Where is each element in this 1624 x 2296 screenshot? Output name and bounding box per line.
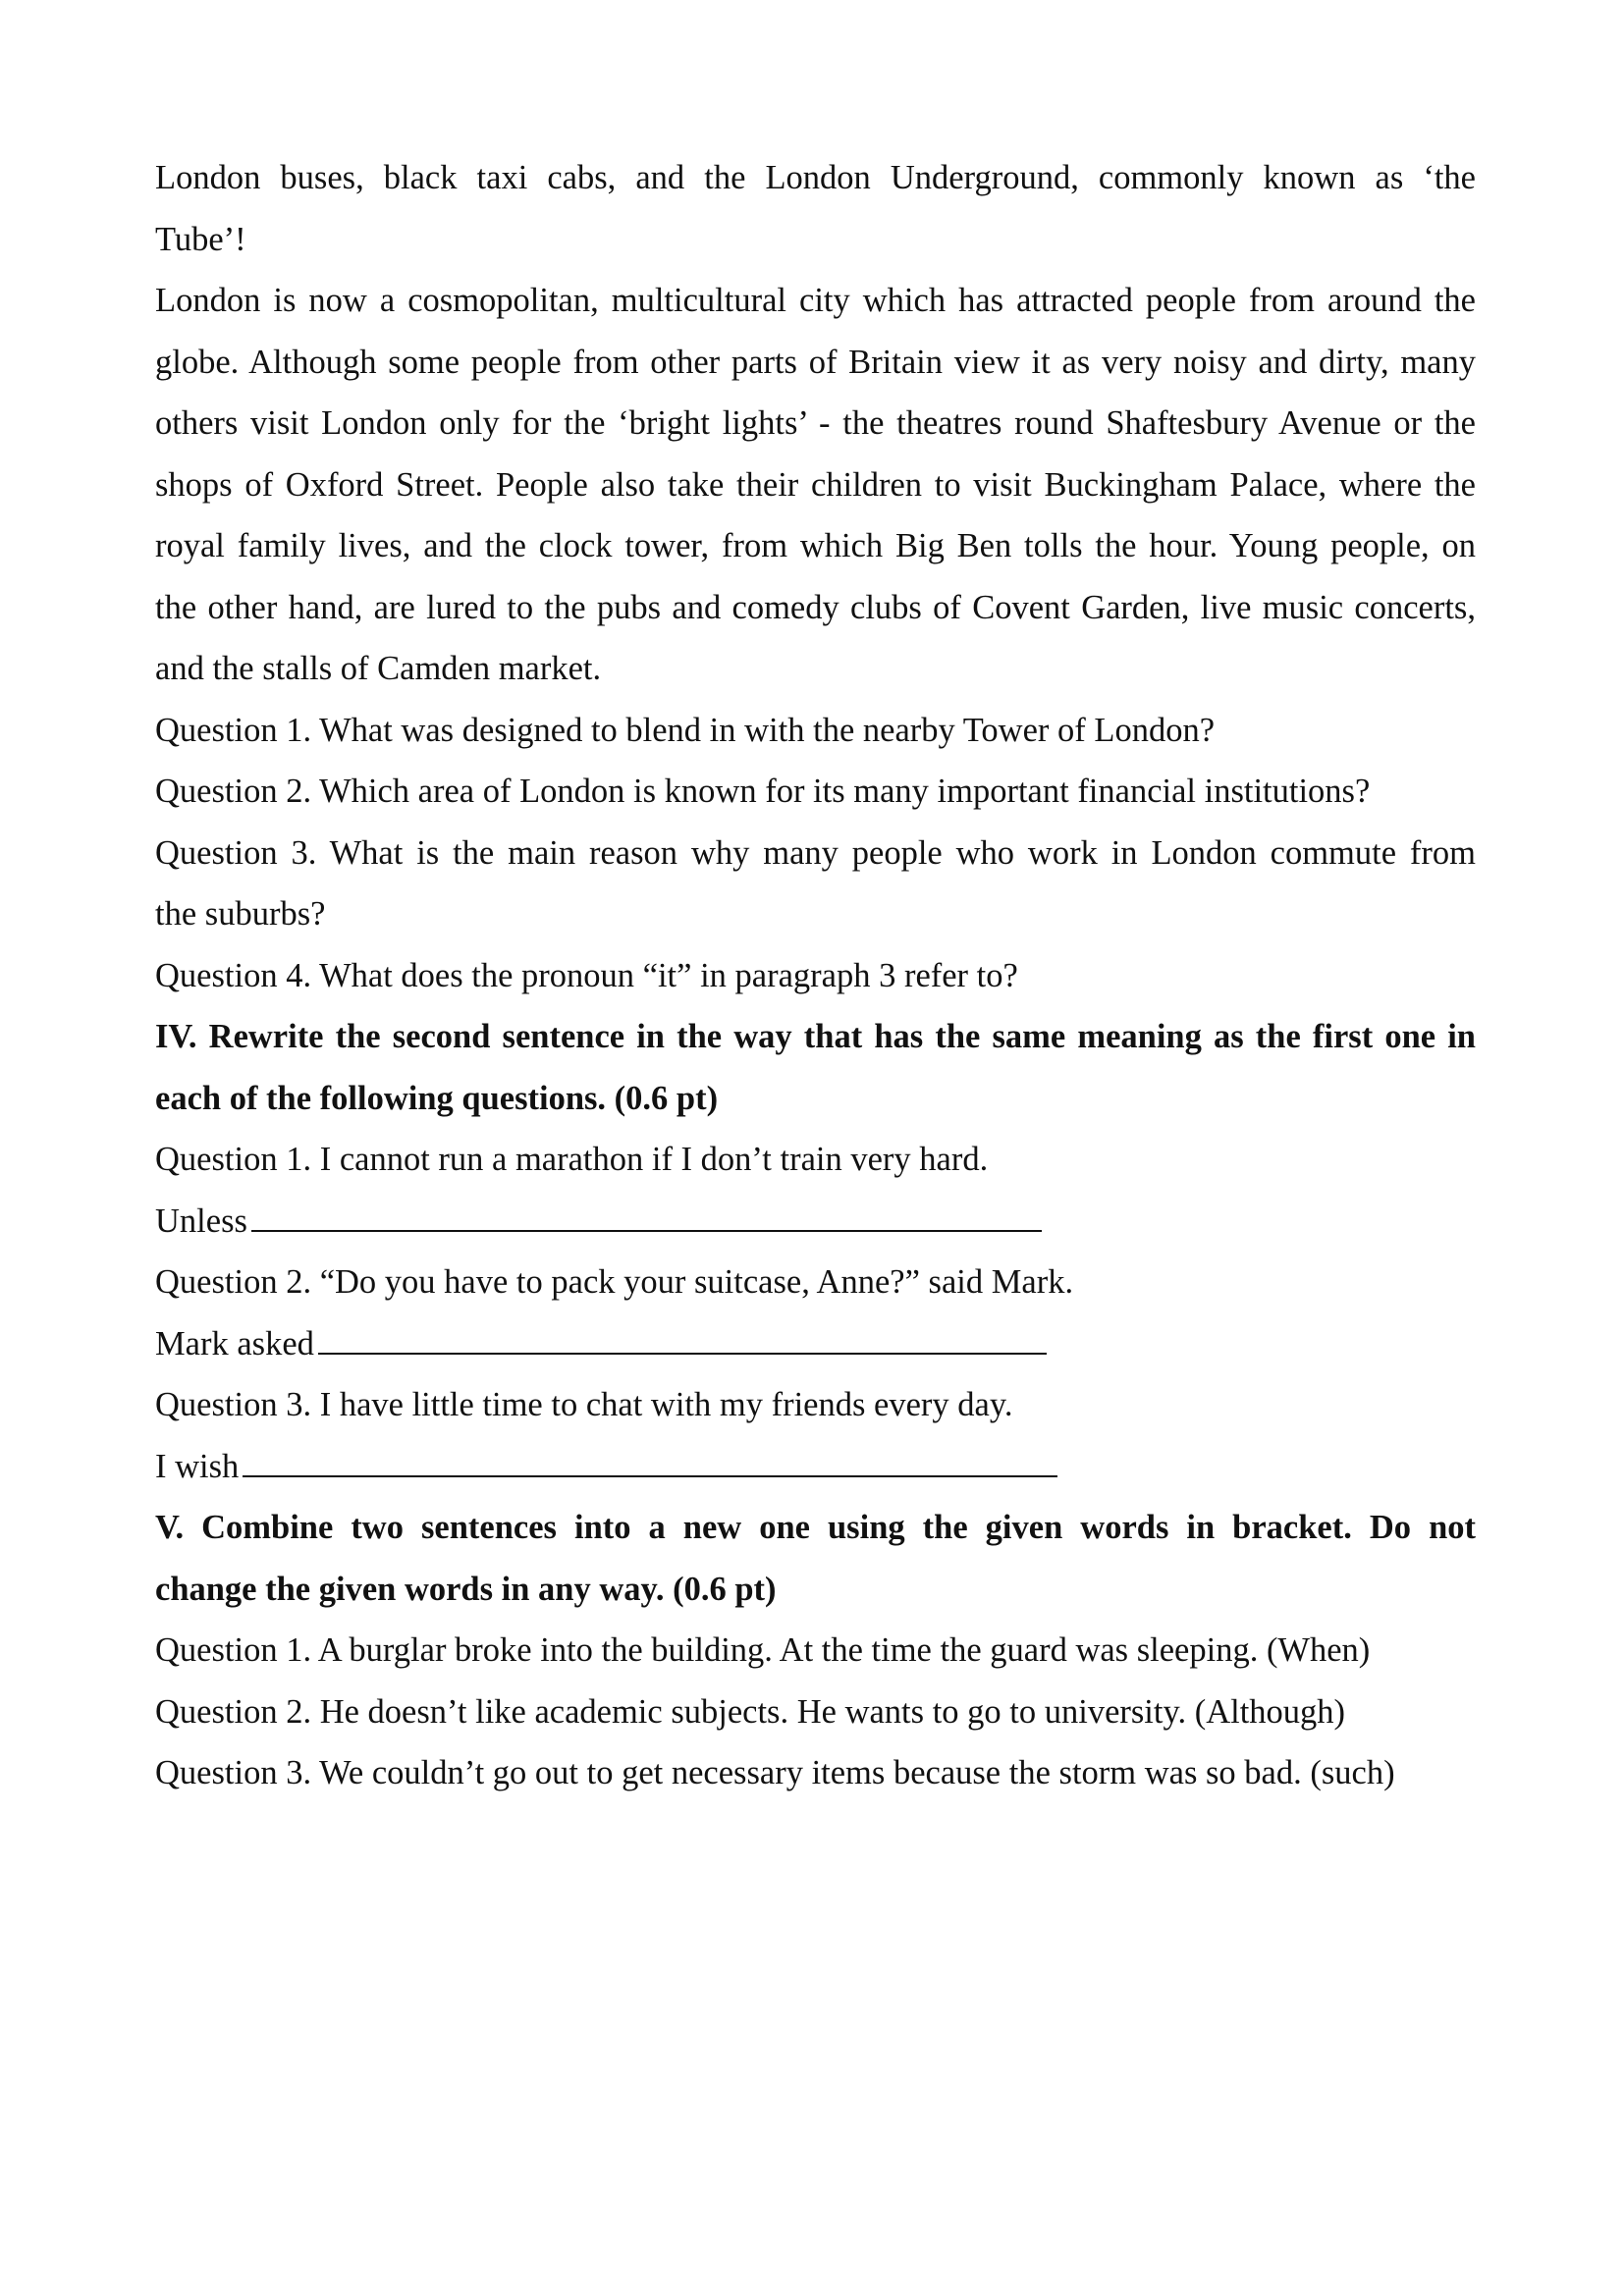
- passage-line: London buses, black taxi cabs, and the London Underground, commonly known as ‘the: [155, 159, 1476, 196]
- reading-question-2: Question 2. Which area of London is known for its many important financial institutions?: [155, 773, 1371, 810]
- passage-line: royal family lives, and the clock tower, from which Big Ben tolls the hour. Young people, on: [155, 527, 1476, 564]
- answer-blank[interactable]: [251, 1199, 1042, 1232]
- passage-line: London is now a cosmopolitan, multicultural city which has attracted people from around the: [155, 282, 1476, 319]
- combine-question-3: Question 3. We couldn’t go out to get necessary items because the storm was so bad. (such): [155, 1754, 1395, 1791]
- passage-line: Tube’!: [155, 220, 246, 258]
- reading-question-3: Question 3. What is the main reason why many people who work in London commute from: [155, 833, 1476, 872]
- passage-line: others visit London only for the ‘bright lights’ - the theatres round Shaftesbury Avenue or the: [155, 404, 1476, 442]
- section-v-heading: V. Combine two sentences into a new one using the given words in bracket. Do not: [155, 1509, 1476, 1546]
- answer-prompt: Unless: [155, 1201, 247, 1240]
- section-v-heading-cont: change the given words in any way. (0.6 pt): [155, 1570, 777, 1608]
- answer-prompt: I wish: [155, 1447, 240, 1485]
- answer-prompt: Mark asked: [155, 1324, 314, 1362]
- answer-blank[interactable]: [243, 1444, 1057, 1477]
- combine-question-1: Question 1. A burglar broke into the building. At the time the guard was sleeping. (When): [155, 1631, 1371, 1669]
- passage-line: globe. Although some people from other parts of Britain view it as very noisy and dirty, many: [155, 343, 1476, 381]
- rewrite-answer-1: [155, 1191, 1476, 1253]
- section-iv-heading-cont: each of the following questions. (0.6 pt): [155, 1079, 719, 1117]
- rewrite-question-1: Question 1. I cannot run a marathon if I don’t train very hard.: [155, 1141, 989, 1178]
- rewrite-answer-3: [155, 1436, 1476, 1498]
- rewrite-question-3: Question 3. I have little time to chat with my friends every day.: [155, 1386, 1013, 1423]
- combine-question-2: Question 2. He doesn’t like academic subjects. He wants to go to university. (Although): [155, 1692, 1346, 1731]
- answer-blank[interactable]: [318, 1321, 1047, 1355]
- passage-line: the other hand, are lured to the pubs and comedy clubs of Covent Garden, live music concerts,: [155, 588, 1476, 626]
- reading-question-3-cont: the suburbs?: [155, 895, 326, 933]
- passage-line: and the stalls of Camden market.: [155, 650, 602, 687]
- passage-line: shops of Oxford Street. People also take their children to visit Buckingham Palace, where the: [155, 465, 1476, 504]
- reading-question-1: Question 1. What was designed to blend in with the nearby Tower of London?: [155, 711, 1216, 749]
- document-page: [155, 147, 1476, 1804]
- rewrite-answer-2: [155, 1313, 1476, 1375]
- rewrite-question-2: Question 2. “Do you have to pack your suitcase, Anne?” said Mark.: [155, 1263, 1074, 1301]
- section-iv-heading: IV. Rewrite the second sentence in the way that has the same meaning as the first one in: [155, 1018, 1476, 1055]
- reading-question-4: Question 4. What does the pronoun “it” in paragraph 3 refer to?: [155, 956, 1018, 994]
